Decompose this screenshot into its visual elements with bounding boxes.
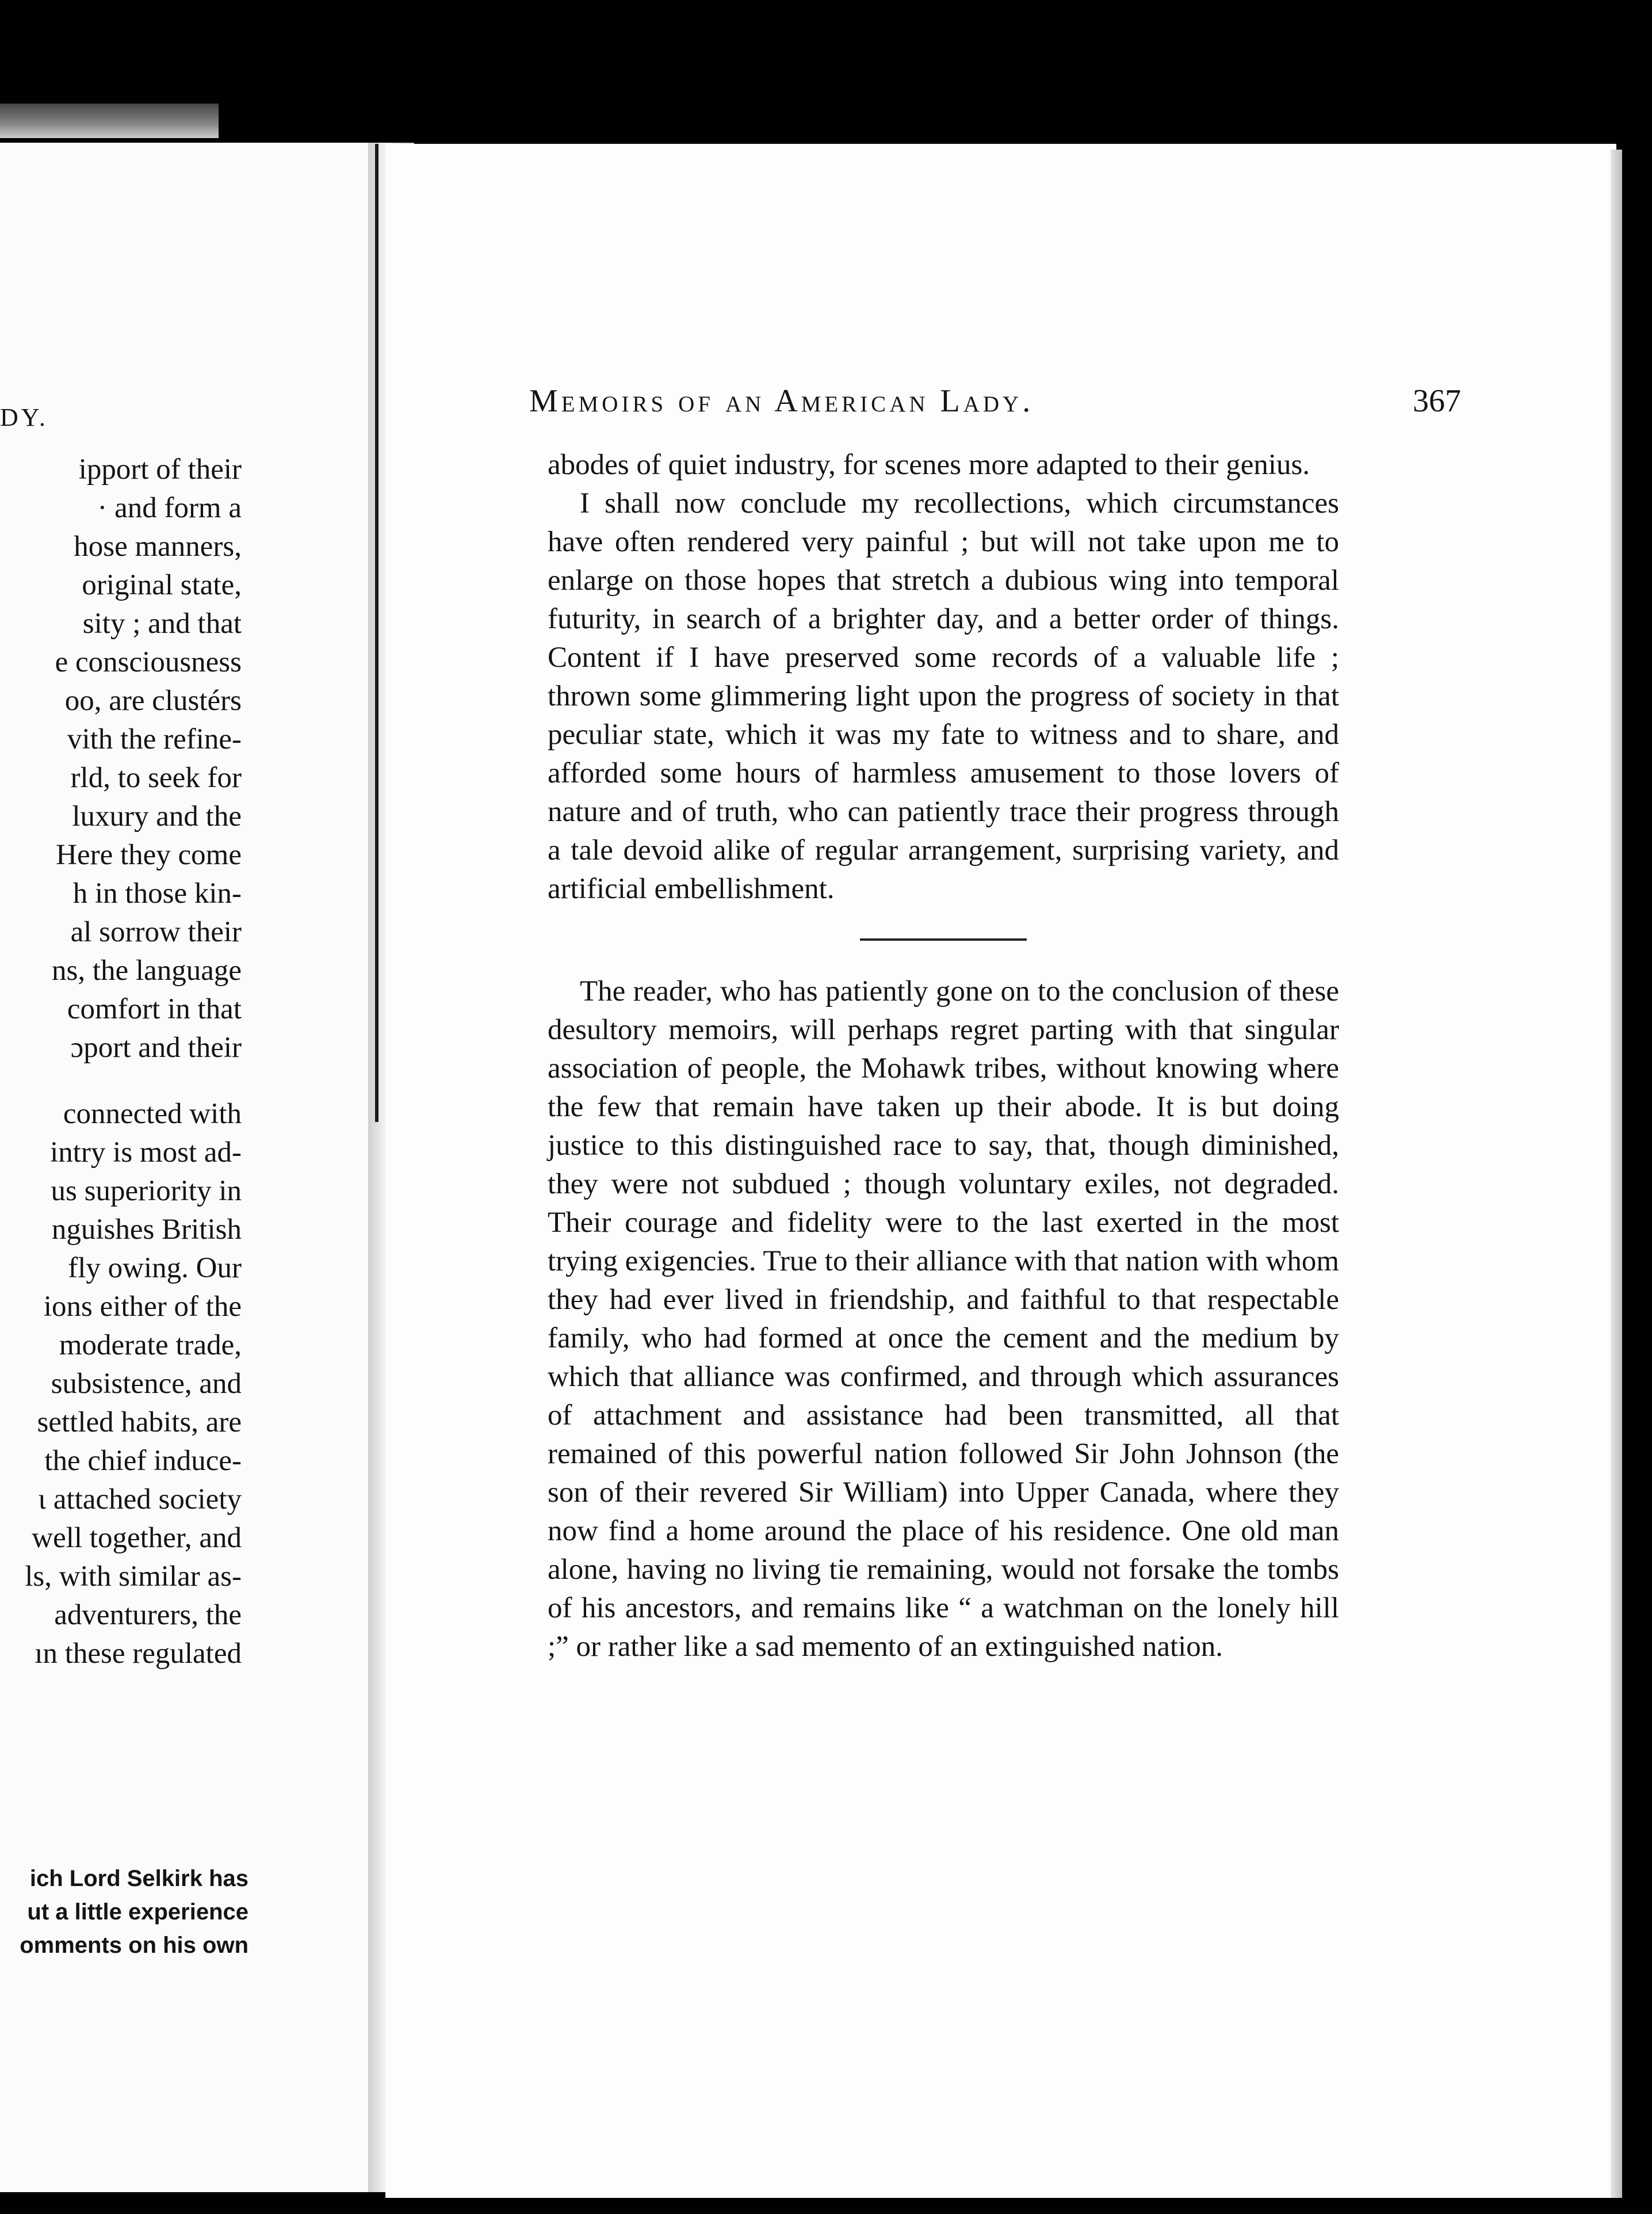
left-page-text: [0, 451, 242, 1673]
spine-line: [375, 144, 378, 1122]
book-edge: [0, 104, 219, 138]
left-text-line: rld, to seek for: [70, 762, 242, 794]
paragraph: abodes of quiet industry, for scenes more adapted to their genius.: [548, 449, 1310, 481]
left-text-line: oo, are clustérs: [64, 685, 242, 717]
page-edge: [1611, 150, 1622, 2198]
left-text-line: sity ; and that: [82, 608, 242, 640]
body-text: [548, 446, 1339, 1666]
left-running-head: DY.: [0, 403, 48, 432]
running-head-title: Memoirs of an American Lady.: [529, 383, 1034, 419]
left-text-line: fly owing. Our: [68, 1252, 242, 1284]
page-number: 367: [1413, 383, 1461, 419]
left-text-line: subsistence, and: [51, 1368, 242, 1400]
left-text-line: ɔport and their: [70, 1032, 242, 1064]
left-text-line: us superiority in: [51, 1175, 242, 1207]
left-text-line: settled habits, are: [37, 1406, 242, 1438]
left-text-line: ın these regulated: [35, 1637, 242, 1670]
left-text-line: hose manners,: [74, 530, 242, 563]
left-text-line: nguishes British: [51, 1213, 242, 1246]
left-text-line: comfort in that: [67, 993, 242, 1025]
left-text-line: vith the refine-: [67, 723, 242, 755]
left-text-line: adventurers, the: [54, 1599, 242, 1631]
footnote-line: omments on his own: [20, 1933, 248, 1958]
left-text-line: well together, and: [32, 1522, 242, 1554]
left-text-line: ions either of the: [43, 1291, 242, 1323]
left-text-line: ls, with similar as-: [25, 1560, 242, 1593]
right-page: [385, 144, 1616, 2198]
left-text-line: [0, 1067, 242, 1095]
left-text-line: moderate trade,: [59, 1329, 242, 1361]
left-text-line: h in those kin-: [72, 877, 242, 910]
left-text-line: the chief induce-: [44, 1445, 242, 1477]
paragraphs-before-rule: [548, 446, 1339, 908]
left-text-line: al sorrow their: [70, 916, 242, 948]
left-text-line: e consciousness: [55, 646, 242, 678]
footnote-line: ich Lord Selkirk has: [29, 1866, 248, 1891]
section-rule: [860, 938, 1027, 941]
left-text-line: luxury and the: [72, 800, 242, 833]
left-text-line: ι attached society: [38, 1483, 242, 1516]
left-page: [0, 143, 414, 2192]
left-page-footnote: [0, 1862, 248, 1962]
footnote-line: ut a little experience: [27, 1899, 248, 1925]
left-text-line: original state,: [82, 569, 242, 601]
paragraph: I shall now conclude my recollections, which circumstances have often rendered very painful ; but will not take upon me to enlarge on those hopes that stretch a dubious wing into temporal futurity, in search of a brighter day, and a better order of things. Content if I have preserved some records of a valuable life ; thrown some glimmering light upon the progress of society in that peculiar state, which it was my fate to witness and to share, and afforded some hours of harmless amusement to those lovers of nature and of truth, who can patiently trace their progress through a tale devoid alike of regular arrangement, surprising variety, and artificial embellishment.: [548, 487, 1339, 905]
left-text-line: Here they come: [56, 839, 242, 871]
running-head: [529, 383, 1461, 419]
left-text-line: intry is most ad-: [50, 1136, 242, 1169]
paragraphs-after-rule: [548, 972, 1339, 1666]
left-text-line: ns, the language: [52, 955, 242, 987]
left-text-line: · and form a: [97, 492, 242, 524]
left-text-line: ipport of their: [78, 453, 242, 486]
left-text-line: connected with: [63, 1098, 242, 1130]
paragraph: The reader, who has patiently gone on to the conclusion of these desultory memoirs, will perhaps regret parting with that singular association of people, the Mohawk tribes, without knowing where the few that remain have taken up their abode. It is but doing justice to this distinguished race to say, that, though diminished, they were not subdued ; though voluntary exiles, not degraded. Their courage and fidelity were to the last exerted in the most trying exigencies. True to their alliance with that nation with whom they had ever lived in friendship, and faithful to that respectable family, who had formed at once the cement and the medium by which that alliance was confirmed, and through which assurances of attachment and assistance had been transmitted, all that remained of this powerful nation followed Sir John Johnson (the son of their revered Sir William) into Upper Canada, where they now find a home around the place of his residence. One old man alone, having no living tie remaining, would not forsake the tombs of his ancestors, and remains like “ a watchman on the lonely hill ;” or rather like a sad memento of an extinguished nation.: [548, 975, 1339, 1663]
